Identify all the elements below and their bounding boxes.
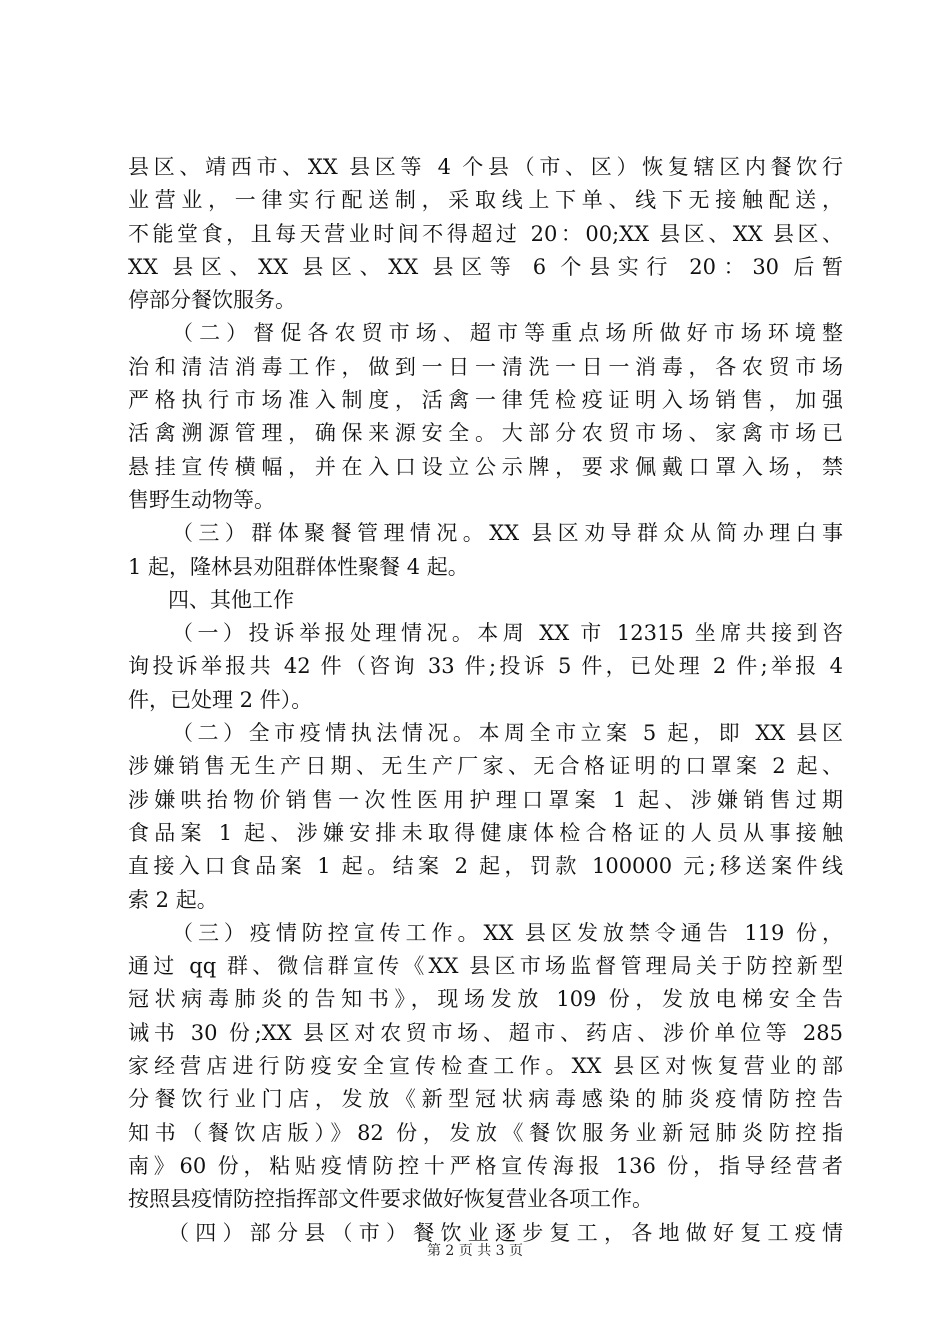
text-line: 县区、靖西市、XX 县区等 4 个县（市、区）恢复辖区内餐饮行 xyxy=(128,155,843,179)
text-line: 食品案 1 起、涉嫌安排未取得健康体检合格证的人员从事接触 xyxy=(128,820,843,845)
text-line: 通过 qq 群、微信群宣传《XX 县区市场监督管理局关于防控新型 xyxy=(128,954,843,979)
text-line: 1 起，隆林县劝阻群体性聚餐 4 起。 xyxy=(128,554,469,579)
section-heading: 四、其他工作 xyxy=(168,587,294,612)
paragraph-start-line: （四）部分县（市）餐饮业逐步复工，各地做好复工疫情 xyxy=(168,1220,843,1245)
text-line: 家经营店进行防疫安全宣传检查工作。XX 县区对恢复营业的部 xyxy=(128,1054,843,1079)
text-line: 询投诉举报共 42 件（咨询 33 件;投诉 5 件，已处理 2 件;举报 4 xyxy=(128,654,843,679)
text-line: 分餐饮行业门店，发放《新型冠状病毒感染的肺炎疫情防控告 xyxy=(128,1087,843,1112)
text-line: 件，已处理 2 件）。 xyxy=(128,687,313,712)
page-number-footer: 第 2 页 共 3 页 xyxy=(426,1243,524,1259)
text-line: 停部分餐饮服务。 xyxy=(128,288,296,313)
text-line: 治和清洁消毒工作，做到一日一清洗一日一消毒，各农贸市场 xyxy=(128,354,843,379)
text-line: 涉嫌哄抬物价销售一次性医用护理口罩案 1 起、涉嫌销售过期 xyxy=(128,787,843,812)
document-body xyxy=(128,151,843,1250)
text-line: 悬挂宣传横幅，并在入口设立公示牌，要求佩戴口罩入场，禁 xyxy=(128,454,843,479)
text-line: 涉嫌销售无生产日期、无生产厂家、无合格证明的口罩案 2 起、 xyxy=(128,754,843,779)
text-line: 南》60 份，粘贴疫情防控十严格宣传海报 136 份，指导经营者 xyxy=(128,1153,843,1178)
text-line: 直接入口食品案 1 起。结案 2 起，罚款 100000 元;移送案件线 xyxy=(128,854,843,879)
text-line: 业营业，一律实行配送制，采取线上下单、线下无接触配送， xyxy=(128,188,843,213)
paragraph-start-line: （三）群体聚餐管理情况。XX 县区劝导群众从简办理白事 xyxy=(172,521,843,546)
text-line: 冠状病毒肺炎的告知书》，现场发放 109 份，发放电梯安全告 xyxy=(128,987,843,1012)
text-line: XX 县区、XX 县区、XX 县区等 6 个县实行 20：30 后暂 xyxy=(128,254,843,279)
paragraph-start-line: （一）投诉举报处理情况。本周 XX 市 12315 坐席共接到咨 xyxy=(172,621,843,646)
text-line: 诫书 30 份;XX 县区对农贸市场、超市、药店、涉价单位等 285 xyxy=(128,1020,843,1045)
paragraph-start-line: （二）全市疫情执法情况。本周全市立案 5 起，即 XX 县区 xyxy=(172,721,843,746)
text-line: 严格执行市场准入制度，活禽一律凭检疫证明入场销售，加强 xyxy=(128,388,843,413)
text-line: 索 2 起。 xyxy=(128,887,218,912)
text-line: 售野生动物等。 xyxy=(128,487,275,512)
text-line: 按照县疫情防控指挥部文件要求做好恢复营业各项工作。 xyxy=(128,1187,653,1212)
text-line: 不能堂食，且每天营业时间不得超过 20：00;XX 县区、XX 县区、 xyxy=(128,221,843,246)
paragraph-start-line: （三）疫情防控宣传工作。XX 县区发放禁令通告 119 份， xyxy=(172,920,843,945)
text-line: 知书（餐饮店版）》82 份，发放《餐饮服务业新冠肺炎防控指 xyxy=(128,1120,843,1145)
text-line: 活禽溯源管理，确保来源安全。大部分农贸市场、家禽市场已 xyxy=(128,421,843,446)
paragraph-start-line: （二）督促各农贸市场、超市等重点场所做好市场环境整 xyxy=(172,321,843,346)
